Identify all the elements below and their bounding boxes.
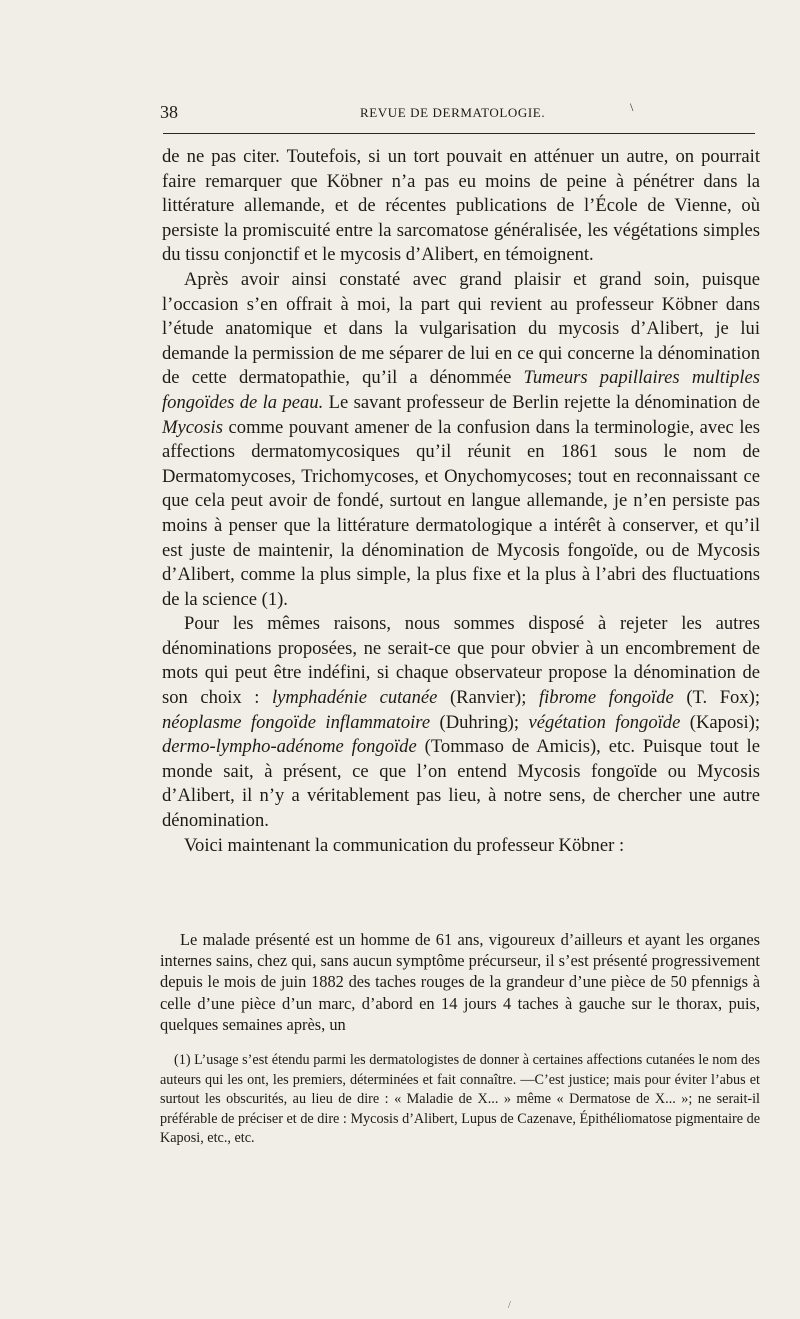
italic-term: végétation fongoïde [528, 711, 681, 733]
italic-title: Tumeurs papillaires multiples fongoïdes de la peau. [162, 367, 760, 413]
italic-term: dermo-lympho-adénome fongoïde [162, 736, 417, 758]
text-segment: (T. Fox); [673, 687, 760, 709]
text-segment: Après avoir ainsi constaté avec grand plaisir et grand soin, puisque l’occasion s’en offrait à moi, la part qui revient au professeur Köbner dans l’étude anatomique et dans la vulgarisation du mycosis d’Alibert, je lui demande la permission de me séparer de lui en ce qui concerne la dénomination de cette dermatopathie, qu’il a dénommée [162, 268, 760, 389]
header-rule [163, 133, 755, 134]
header-mark: \ [630, 100, 634, 114]
text-segment: comme pouvant amener de la confusion dans la terminologie, avec les affections dermatomycosiques qu’il réunit en 1861 sous le nom de Dermatomycoses, Trichomycoses, et Onychomycoses; tout en reconnaissant ce que cela peut avoir de fondé, surtout en langue allemande, je n’en persiste pas moins à penser que la littérature dermatologique a intérêt à conserver, et qu’il est juste de maintenir, la dénomination de Mycosis fongoïde, ou de Mycosis d’Alibert, comme la plus simple, la plus fixe et la plus à l’abri des fluctuations de la science (1). [162, 416, 760, 610]
italic-term: lymphadénie cutanée [272, 687, 438, 709]
main-text [162, 145, 760, 858]
text-segment: (Tommaso de Amicis), etc. Puisque tout le monde sait, à présent, ce que l’on entend Mycosis fongoïde ou Mycosis d’Alibert, il n’y a véritablement pas lieu, à notre sens, de chercher une autre dénomination. [162, 736, 760, 832]
running-head: REVUE DE DERMATOLOGIE. [360, 105, 546, 120]
text-segment: Pour les mêmes raisons, nous sommes disposé à rejeter les autres dénominations proposées, ne serait-ce que pour obvier à un encombrement de mots qui peut être indéfini, si chaque observateur propose la dénomination de son choix : [162, 613, 760, 709]
paragraph-4 [162, 834, 760, 859]
text-segment: (Duhring); [430, 711, 529, 733]
footnote [160, 1051, 760, 1149]
paragraph-1 [162, 145, 760, 268]
paragraph-3 [162, 612, 760, 833]
text-segment: Le savant professeur de Berlin rejette la dénomination de [323, 391, 760, 413]
stray-mark: / [508, 1300, 511, 1311]
paragraph-2 [162, 268, 760, 612]
text-segment: de ne pas citer. Toutefois, si un tort pouvait en atténuer un autre, on pourrait faire remarquer que Köbner n’a pas eu moins de peine à pénétrer dans la littérature allemande, et de récentes publications de l’École de Vienne, où persiste la promiscuité entre la sarcomatose généralisée, les végétations simples du tissu conjonctif et le mycosis d’Alibert, en témoignent. [162, 146, 760, 266]
page-number: 38 [160, 102, 178, 122]
quote-paragraph: Le malade présenté est un homme de 61 ans, vigoureux d’ailleurs et ayant les organes internes sains, chez qui, sans aucun symptôme précurseur, il s’est présenté progressivement depuis le mois de juin 1882 des taches rouges de la grandeur d’une pièce de 50 pfennigs à celle d’une pièce d’un marc, d’abord en 14 jours 4 taches à gauche sur le thorax, puis, quelques semaines après, un [160, 930, 760, 1034]
italic-term: fibrome fongoïde [538, 687, 674, 709]
italic-term: Mycosis [162, 416, 223, 438]
footnote-text: (1) L’usage s’est étendu parmi les dermatologistes de donner à certaines affections cutanées le nom des auteurs qui les ont, les premiers, déterminées et fait connaître. —C’est justice; mais pour éviter l’abus et surtout les obscurités, au lieu de dire : « Maladie de X... » même « Dermatose de X... »; ne serait-il préférable de préciser et de dire : Mycosis d’Alibert, Lupus de Cazenave, Épithéliomatose pigmentaire de Kaposi, etc., etc. [160, 1052, 760, 1147]
text-segment: Voici maintenant la communication du professeur Köbner : [184, 834, 625, 856]
text-segment: (Kaposi); [680, 711, 760, 733]
quoted-communication [160, 929, 760, 1035]
page-header [160, 102, 758, 126]
italic-term: néoplasme fongoïde inflammatoire [162, 711, 431, 733]
text-segment: (Ranvier); [437, 687, 539, 709]
